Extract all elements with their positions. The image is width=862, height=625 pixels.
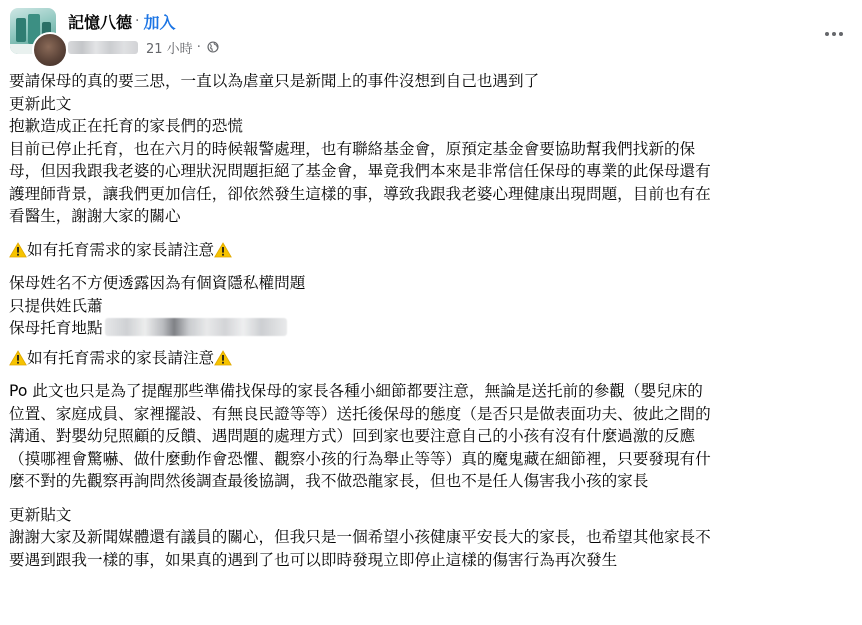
group-title-line: [68, 10, 175, 32]
post-line: 護理師背景，讓我們更加信任，卻依然發生這樣的事，導致我跟我老婆心理健康出現問題，目前也有在: [9, 184, 711, 203]
warning-icon: [214, 350, 232, 366]
address-line: [9, 317, 857, 340]
post-line: 看醫生，謝謝大家的關心: [9, 207, 181, 225]
update-line: 要遇到跟我一樣的事，如果真的遇到了也可以即時發現立即停止這樣的傷害行為再次發生: [9, 550, 618, 569]
avatar-stack[interactable]: [10, 8, 56, 54]
warning-line: [9, 347, 857, 370]
post-meta: [68, 38, 219, 56]
post-line: 母，但因我跟我老婆的心理狀況問題拒絕了基金會，畢竟我們本來是非常信任保母的專業的此保母還有: [9, 162, 711, 180]
nanny-info-line: 只提供姓氏蕭: [9, 296, 103, 315]
blurred-author-name[interactable]: [68, 41, 138, 54]
post-line: 抱歉造成正在托育的家長們的恐慌: [9, 117, 243, 135]
warning-icon: [214, 242, 232, 258]
warning-icon: [9, 242, 27, 258]
more-horizontal-icon: [825, 32, 829, 36]
post-timestamp[interactable]: 21 小時: [146, 41, 193, 57]
paragraph-gap: [9, 369, 857, 380]
po-line: （摸哪裡會驚嚇、做什麼動作會恐懼、觀察小孩的行為舉止等等）真的魔鬼藏在細節裡，只要發現有什: [9, 449, 711, 468]
globe-icon[interactable]: [207, 41, 219, 53]
post-line: 更新此文: [9, 94, 72, 113]
more-horizontal-icon: [839, 32, 843, 36]
more-options-button[interactable]: [820, 22, 848, 46]
update-title: 更新貼文: [9, 505, 72, 524]
po-line: 位置、家庭成員、家裡擺設、有無良民證等等）送托後保母的態度（是否只是做表面功夫、彼此之間的: [9, 404, 711, 423]
post-body: [9, 70, 857, 571]
paragraph-gap: [9, 493, 857, 504]
blurred-address: [105, 318, 287, 336]
meta-separator-dot: ·: [196, 39, 201, 55]
paragraph-gap: [9, 340, 857, 347]
user-avatar[interactable]: [32, 32, 68, 68]
group-name-link[interactable]: 記憶八德: [68, 12, 133, 32]
warning-icon: [9, 350, 27, 366]
warning-text: 如有托育需求的家長請注意: [27, 348, 215, 367]
paragraph-gap: [9, 261, 857, 272]
paragraph-gap: [9, 228, 857, 239]
po-line: 溝通、對嬰幼兒照顧的反饋、遇問題的處理方式）回到家也要注意自己的小孩有沒有什麼過激的反應: [9, 427, 696, 445]
post-line: 要請保母的真的要三思，一直以為虐童只是新聞上的事件沒想到自己也遇到了: [9, 72, 540, 90]
post-line: 目前已停止托育，也在六月的時候報警處理，也有聯絡基金會，原預定基金會要協助幫我們找新的保: [9, 139, 696, 158]
po-line: Po 此文也只是為了提醒那些準備找保母的家長各種小細節都要注意，無論是送托前的參觀（嬰兒床的: [9, 382, 703, 400]
group-avatar-building: [16, 18, 26, 42]
join-group-link[interactable]: 加入: [143, 12, 176, 32]
update-line: 謝謝大家及新聞媒體還有議員的關心，但我只是一個希望小孩健康平安長大的家長，也希望其他家長不: [9, 528, 711, 546]
post-header: [0, 0, 862, 72]
warning-line: [9, 239, 857, 262]
separator-dot: ·: [135, 13, 140, 29]
more-horizontal-icon: [832, 32, 836, 36]
po-line: 麼不對的先觀察再詢問然後調查最後協調，我不做恐龍家長，但也不是任人傷害我小孩的家長: [9, 472, 649, 490]
warning-text: 如有托育需求的家長請注意: [27, 240, 215, 259]
address-label: 保母托育地點: [9, 319, 103, 337]
nanny-info-line: 保母姓名不方便透露因為有個資隱私權問題: [9, 274, 306, 292]
